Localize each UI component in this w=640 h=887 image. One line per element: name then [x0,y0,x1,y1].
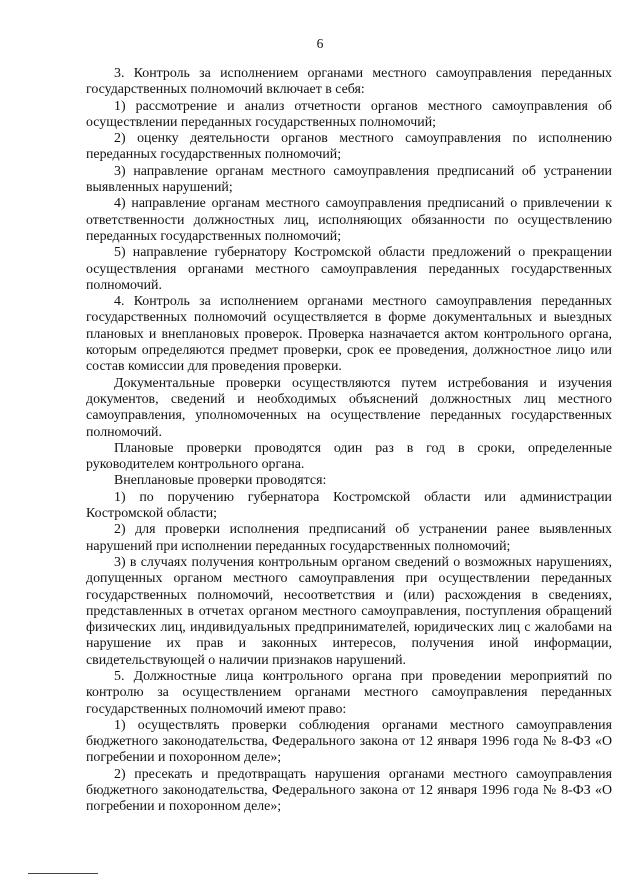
document-body [86,66,612,816]
paragraph-item-3: 3) направление органам местного самоуправления предписаний об устранении выявленных нарушений; [86,163,612,196]
paragraph-unplanned-item-1: 1) по поручению губернатора Костромской области или администрации Костромской области; [86,489,612,522]
paragraph-item-2: 2) оценку деятельности органов местного самоуправления по исполнению переданных государственных полномочий; [86,131,612,163]
paragraph-unplanned-item-2: 2) для проверки исполнения предписаний об устранении ранее выявленных нарушений при исполнении переданных государственных полномочий; [86,522,612,554]
paragraph-documentary-checks: Документальные проверки осуществляются путем истребования и изучения документов, сведений и необходимых объяснений должностных лиц местного самоуправления, уполномоченных на осуществление переданных государственных полномочий. [86,375,612,440]
paragraph-item-1: 1) рассмотрение и анализ отчетности органов местного самоуправления об осуществлении переданных государственных полномочий; [86,98,612,130]
paragraph-rights-item-1: 1) осуществлять проверки соблюдения органами местного самоуправления бюджетного законодательства, Федерального закона от 12 января 1996 года № 8-ФЗ «О погребении и похоронном деле»; [86,717,612,766]
paragraph-rights-item-2: 2) пресекать и предотвращать нарушения органами местного самоуправления бюджетного законодательства, Федерального закона от 12 января 1996 года № 8-ФЗ «О погребении и похоронном деле»; [86,766,612,815]
page-number: 6 [316,36,324,51]
paragraph-unplanned-item-3: 3) в случаях получения контрольным органом сведений о возможных нарушениях, допущенных органом местного самоуправления при осуществлении переданных государственных полномочий, несоответствия и (или) расхождения в сведениях, представленных в отчетах органом местного самоуправления, поступления обращений физических лиц, индивидуальных предпринимателей, юридических лиц с жалобами на нарушение их прав и законных интересов, получения иной информации, свидетельствующей о наличии признаков нарушений. [86,554,612,668]
paragraph-item-5: 5) направление губернатору Костромской области предложений о прекращении осуществления органами местного самоуправления переданных государственных полномочий. [86,245,612,293]
paragraph-section-5-intro: 5. Должностные лица контрольного органа при проведении мероприятий по контролю за осуществлением органами местного самоуправления переданных государственных полномочий имеют право: [86,668,612,717]
paragraph-section-4: 4. Контроль за исполнением органами местного самоуправления переданных государственных полномочий осуществляется в форме документальных и выездных плановых и внеплановых проверок. Проверка назначается актом контрольного органа, которым определяются предмет проверки, срок ее проведения, должностное лицо или состав комиссии для проведения проверки. [86,294,612,375]
footer-rule [28,873,98,874]
paragraph-section-3-intro: 3. Контроль за исполнением органами местного самоуправления переданных государственных полномочий включает в себя: [86,66,612,98]
paragraph-planned-checks: Плановые проверки проводятся один раз в год в сроки, определенные руководителем контрольного органа. [86,440,612,473]
paragraph-item-4: 4) направление органам местного самоуправления предписаний о привлечении к ответственности должностных лиц, исполняющих обязанности по осуществлению переданных государственных полномочий; [86,196,612,244]
paragraph-unplanned-intro: Внеплановые проверки проводятся: [114,473,327,489]
